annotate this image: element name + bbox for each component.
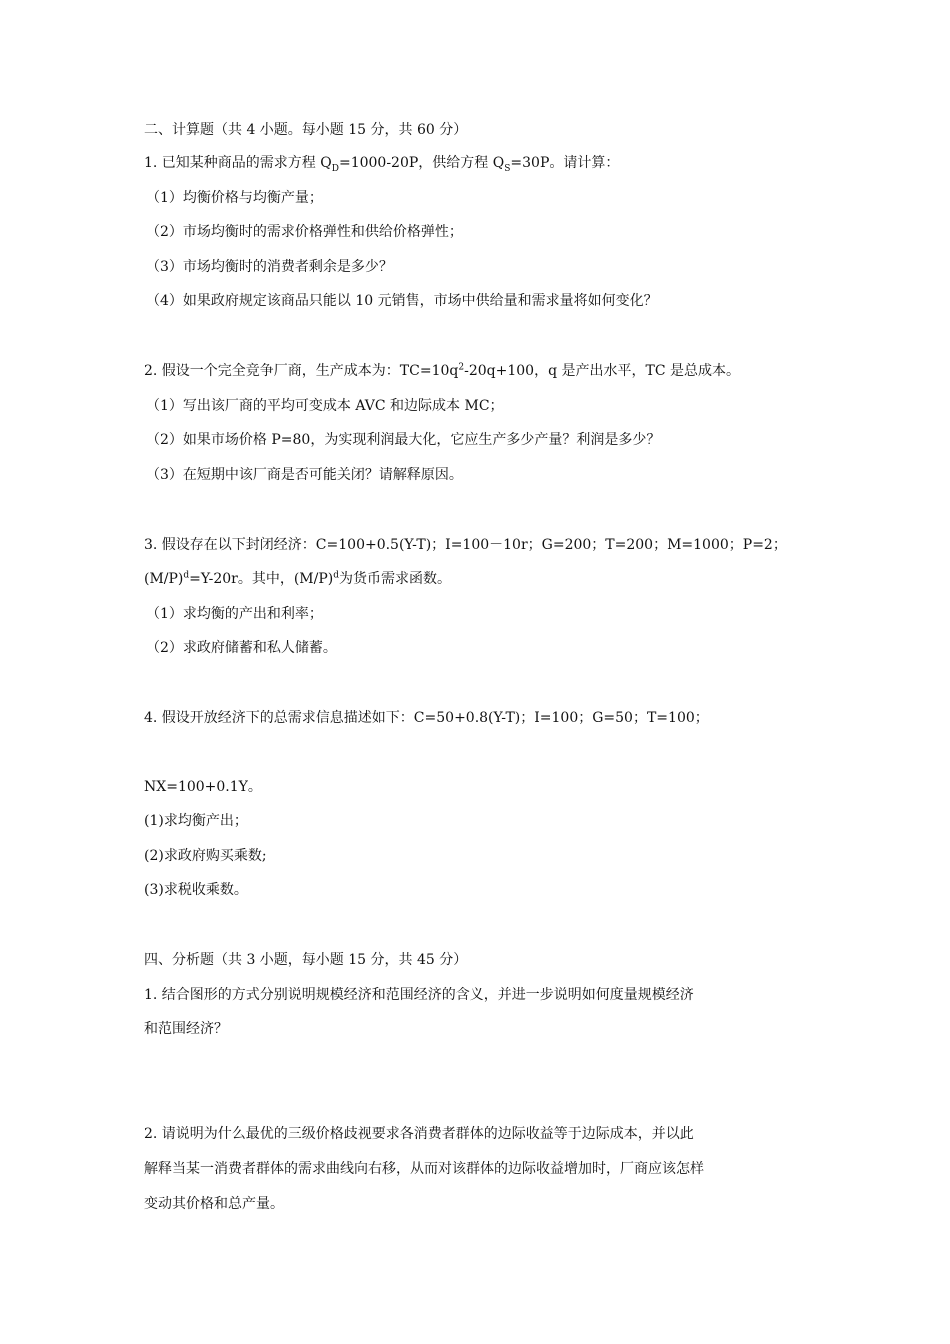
question-2-3-item-1: （1）求均衡的产出和利率；	[146, 606, 323, 622]
question-2-1-item-2: （2）市场均衡时的需求价格弹性和供给价格弹性；	[146, 224, 463, 240]
section-2-heading: 二、计算题（共 4 小题。每小题 15 分，共 60 分）	[144, 122, 468, 138]
question-2-1-stem: 1. 已知某种商品的需求方程 $Q_D=1000-20P$，供给方程 $Q_S=30P$。请计算：	[144, 155, 620, 174]
question-2-3-item-2: （2）求政府储蓄和私人储蓄。	[146, 640, 337, 656]
question-2-1-item-1: （1）均衡价格与均衡产量；	[146, 190, 323, 206]
question-2-4-item-3: (3)求税收乘数。	[144, 882, 248, 898]
question-2-1-item-3: （3）市场均衡时的消费者剩余是多少？	[146, 259, 393, 275]
question-2-2-item-2: （2）如果市场价格 P=80，为实现利润最大化，它应生产多少产量？利润是多少？	[146, 432, 661, 448]
question-4-1-line-2: 和范围经济？	[144, 1021, 228, 1037]
question-4-2-line-3: 变动其价格和总产量。	[144, 1196, 284, 1212]
question-2-4-stem-cont: NX=100+0.1Y。	[144, 779, 262, 795]
question-2-3-stem-cont: $(M/P)^d=Y-20r$。其中，$(M/P)^d$为货币需求函数。	[144, 570, 452, 587]
question-4-2-line-2: 解释当某一消费者群体的需求曲线向右移，从而对该群体的边际收益增加时，厂商应该怎样	[144, 1161, 704, 1177]
question-2-1-item-4: （4）如果政府规定该商品只能以 10 元销售，市场中供给量和需求量将如何变化？	[146, 293, 658, 309]
question-4-2-line-1: 2. 请说明为什么最优的三级价格歧视要求各消费者群体的边际收益等于边际成本，并以此	[144, 1126, 694, 1142]
section-4-heading: 四、分析题（共 3 小题，每小题 15 分，共 45 分）	[144, 952, 468, 968]
question-2-2-item-1: （1）写出该厂商的平均可变成本 AVC 和边际成本 MC；	[146, 398, 504, 414]
question-2-4-item-2: (2)求政府购买乘数;	[144, 848, 267, 864]
question-2-4-item-1: (1)求均衡产出；	[144, 813, 248, 829]
question-2-4-stem: 4. 假设开放经济下的总需求信息描述如下：C=50+0.8(Y-T)；I=100；G=50；T=100；	[144, 710, 709, 726]
question-2-2-item-3: （3）在短期中该厂商是否可能关闭？请解释原因。	[146, 467, 463, 483]
question-2-3-stem: 3. 假设存在以下封闭经济：C=100+0.5(Y-T)；I=100－10r；G=200；T=200；M=1000；P=2；	[144, 537, 787, 553]
question-4-1-line-1: 1. 结合图形的方式分别说明规模经济和范围经济的含义，并进一步说明如何度量规模经济	[144, 987, 694, 1003]
question-2-2-stem: 2. 假设一个完全竞争厂商，生产成本为：$TC=10q^2-20q+100$，q 是产出水平，TC 是总成本。	[144, 362, 740, 379]
